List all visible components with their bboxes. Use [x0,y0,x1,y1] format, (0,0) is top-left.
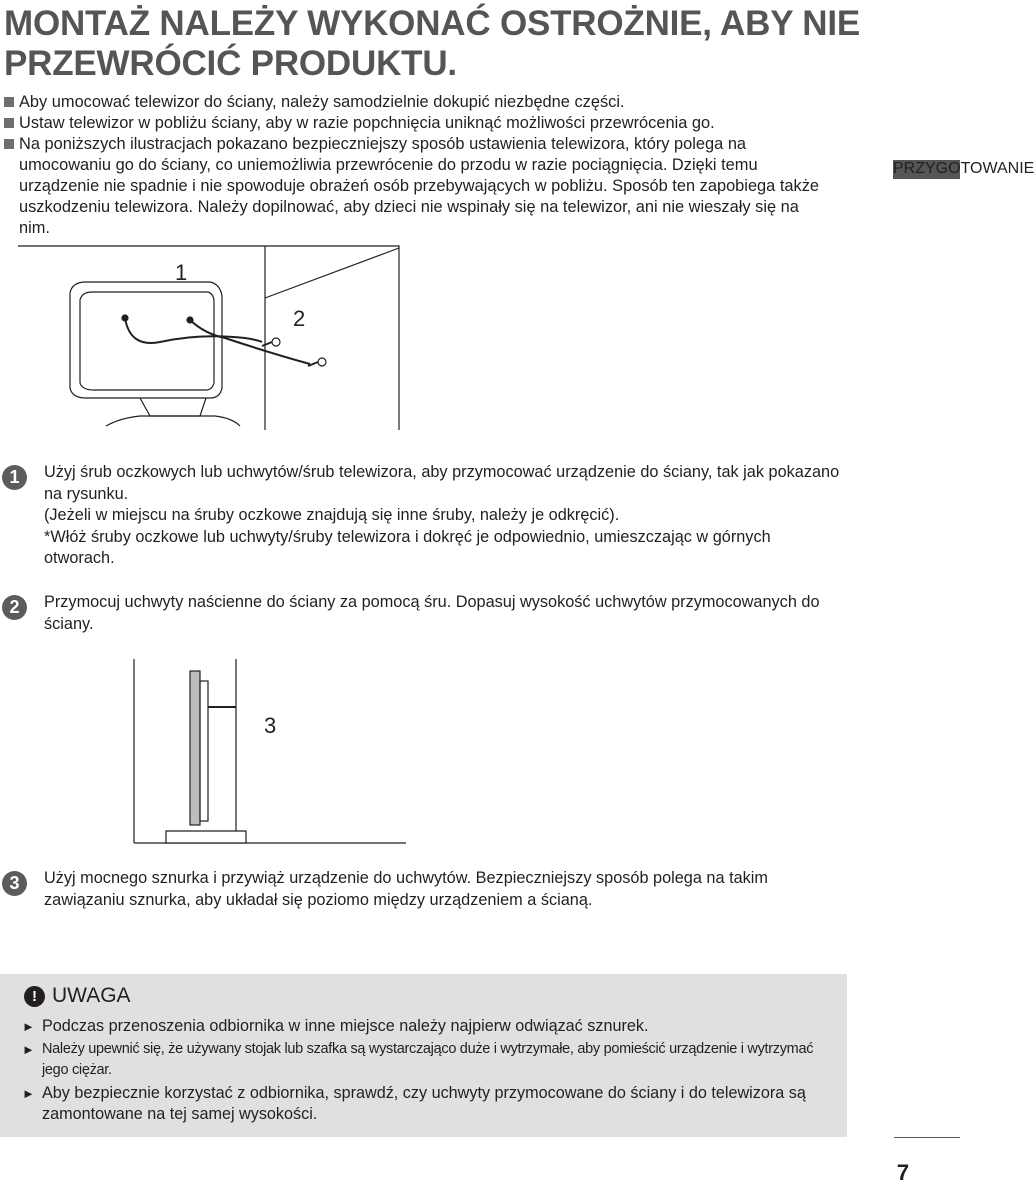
step-text: Użyj mocnego sznurka i przywiąż urządzenie do uchwytów. Bezpieczniejszy sposób polega na takim zawiązaniu sznurka, aby układał się poziomo między urządzeniem a ścianą. [44,869,768,909]
side-view-illustration [126,655,410,855]
caution-item [22,1016,834,1037]
tv-base [106,416,240,426]
tv-screen [80,292,214,390]
intro-bullet [4,134,834,239]
step-text: Użyj śrub oczkowych lub uchwytów/śrub telewizora, aby przymocować urządzenie do ściany, tak jak pokazano na rysunku. [44,463,840,503]
wall-outline [18,246,399,430]
arrow-bullet-icon: ► [22,1086,35,1101]
tv-side-profile [190,671,200,825]
page-title: MONTAŻ NALEŻY WYKONAĆ OSTROŻNIE, ABY NIE PRZEWRÓCIĆ PRODUKTU. [4,4,860,83]
square-bullet-icon [4,139,14,149]
intro-bullet-text: Aby umocować telewizor do ściany, należy samodzielnie dokupić niezbędne części. [19,93,625,111]
arrow-bullet-icon: ► [22,1042,35,1057]
step-number-badge: 1 [2,465,27,490]
step-text: Przymocuj uchwyty naścienne do ściany za pomocą śru. Dopasuj wysokość uchwytów przymocowanych do ściany. [44,593,820,633]
step-number-badge: 2 [2,595,27,620]
step-text: (Jeżeli w miejscu na śruby oczkowe znajdują się inne śruby, należy je odkręcić). [44,506,620,524]
arrow-bullet-icon: ► [22,1019,35,1034]
intro-bullet-text: Na poniższych ilustracjach pokazano bezpieczniejszy sposób ustawienia telewizora, który polega na umocowaniu go do ściany, co uniemożliwia przewrócenie do przodu w razie pociągnięcia. Dzięki temu urządzenie nie spadnie i nie spowoduje obrażeń osób przebywających w pobliżu. Sposób ten zapobiega także uszkodzeniu telewizora. Należy dopilnować, aby dzieci nie wspinały się na telewizor, ani nie wieszały się na nim. [19,135,820,237]
caution-item-text: Należy upewnić się, że używany stojak lub szafka są wystarczająco duże i wytrzymałe, aby pomieścić urządzenie i wytrzymać jego ciężar. [42,1041,814,1078]
wall-edge [265,248,399,298]
step-number-badge: 3 [2,871,27,896]
caution-item [22,1083,834,1125]
wall-bracket-screw [262,342,272,346]
caution-item [22,1039,834,1081]
caution-title: UWAGA [52,984,131,1007]
caution-box [0,974,847,1137]
caution-item-text: Podczas przenoszenia odbiornika w inne miejsce należy najpierw odwiązać sznurek. [42,1017,649,1035]
figure-label-3: 3 [264,713,277,738]
step-3 [0,868,840,911]
step-text: *Włóż śruby oczkowe lub uchwyty/śruby telewizora i dokręć je odpowiednio, umieszczając w górnych otworach. [44,527,771,567]
wall-mount-illustration [10,238,410,438]
eye-bolt [122,315,128,321]
tv-body [70,282,222,398]
step-2 [0,592,840,635]
figure-label-1: 1 [175,260,188,285]
eye-bolt [187,317,193,323]
figure-label-2: 2 [293,306,306,331]
safety-cord [190,320,310,364]
square-bullet-icon [4,97,14,107]
page-number: 7 [896,1160,910,1185]
intro-bullet [4,92,834,113]
tv-neck [140,398,206,416]
step-1 [0,462,840,570]
section-side-tab-label: PRZYGOTOWANIE [893,160,1034,177]
caution-list [22,1016,834,1127]
safety-cord [125,318,262,343]
tv-stand [166,831,246,843]
caution-item-text: Aby bezpiecznie korzystać z odbiornika, sprawdź, czy uchwyty przymocowane do ściany i do telewizora są zamontowane na tej samej wysokości. [42,1084,806,1123]
exclamation-icon: ! [24,986,45,1007]
wall-bracket [318,358,326,366]
intro-bullet-list [4,92,834,239]
wall-bracket [272,338,280,346]
square-bullet-icon [4,118,14,128]
tv-back [200,681,208,821]
intro-bullet-text: Ustaw telewizor w pobliżu ściany, aby w razie popchnięcia uniknąć możliwości przewrócenia go. [19,114,715,132]
intro-bullet [4,113,834,134]
footer-rule [894,1137,960,1138]
